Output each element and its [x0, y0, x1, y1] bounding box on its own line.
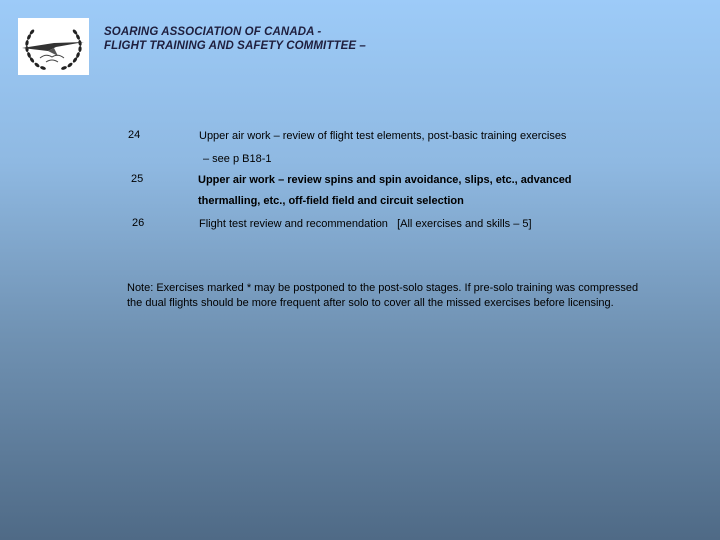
item-text-line-1: Upper air work – review spins and spin avoidance, slips, etc., advanced	[198, 174, 572, 186]
item-text-line-2: thermalling, etc., off-field field and circuit selection	[198, 195, 464, 207]
item-text-line-2: – see p B18-1	[203, 153, 272, 165]
item-number: 25	[131, 173, 144, 185]
logo	[18, 18, 89, 75]
page-header	[104, 25, 366, 53]
footnote: Note: Exercises marked * may be postponed to the post-solo stages. If pre-solo training was compressed the dual flights should be more frequent after solo to cover all the missed exercises before licensing.	[127, 282, 639, 309]
item-text-line-1: Flight test review and recommendation [All exercises and skills – 5]	[199, 218, 532, 230]
header-line-1: SOARING ASSOCIATION OF CANADA -	[104, 26, 322, 38]
glider-laurel-wreath-icon	[18, 18, 89, 75]
header-line-2: FLIGHT TRAINING AND SAFETY COMMITTEE –	[104, 40, 366, 52]
item-text-line-1: Upper air work – review of flight test elements, post-basic training exercises	[199, 130, 567, 142]
item-number: 24	[128, 129, 141, 141]
item-number: 26	[132, 217, 145, 229]
